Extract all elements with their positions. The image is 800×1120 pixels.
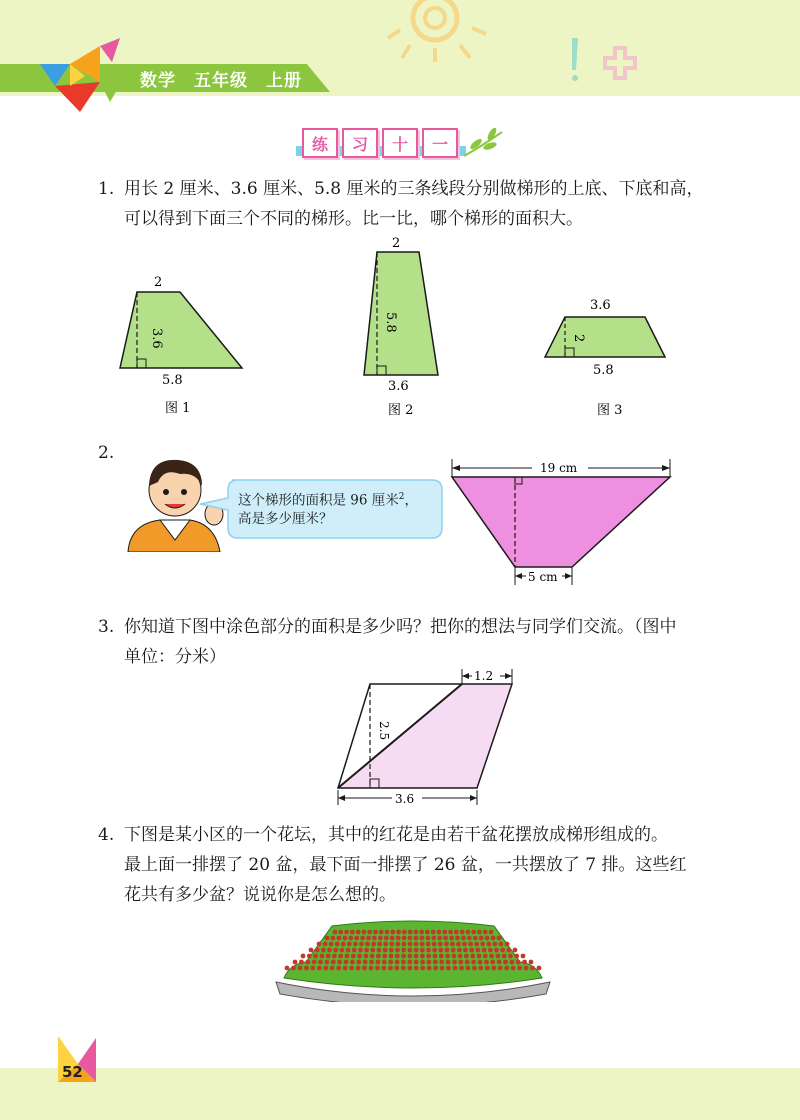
red-flower (370, 954, 375, 959)
red-flower (477, 930, 482, 935)
red-flower (457, 948, 462, 953)
red-flower (395, 960, 400, 965)
red-flower (486, 942, 491, 947)
leaf-decoration (462, 128, 506, 162)
red-flower (438, 942, 443, 947)
red-flower (402, 942, 407, 947)
red-flower (459, 966, 464, 971)
red-flower (513, 948, 518, 953)
red-flower (483, 930, 488, 935)
red-flower (445, 954, 450, 959)
red-flower (362, 930, 367, 935)
red-flower (460, 930, 465, 935)
red-flower (335, 942, 340, 947)
red-flower (420, 942, 425, 947)
red-flower (491, 936, 496, 941)
red-flower (325, 936, 330, 941)
red-flower (353, 942, 358, 947)
red-flower (348, 936, 353, 941)
title-char: 十 (382, 128, 418, 158)
red-flower (342, 936, 347, 941)
bubble-line: 高是多少厘米？ (238, 511, 333, 527)
red-flower (357, 954, 362, 959)
red-flower (449, 936, 454, 941)
question-line: 可以得到下面三个不同的梯形。比一比，哪个梯形的面积大。 (124, 209, 583, 229)
red-flower (396, 936, 401, 941)
red-flower (467, 936, 472, 941)
red-flower (395, 954, 400, 959)
red-flower (389, 942, 394, 947)
red-flower (305, 960, 310, 965)
red-flower (317, 966, 322, 971)
red-flower (379, 930, 384, 935)
red-flower (466, 930, 471, 935)
red-flower (494, 948, 499, 953)
red-flower (320, 954, 325, 959)
red-flower (341, 942, 346, 947)
question-3 (98, 612, 718, 672)
red-flower (490, 960, 495, 965)
label-top: 19 cm (540, 461, 578, 475)
red-flower (331, 960, 336, 965)
red-flower (517, 966, 522, 971)
red-flower (401, 966, 406, 971)
red-flower (452, 960, 457, 965)
label-height: 3.6 (149, 328, 164, 349)
red-flower (426, 948, 431, 953)
red-flower (326, 954, 331, 959)
red-flower (452, 954, 457, 959)
title-char: 习 (342, 128, 378, 158)
red-flower (317, 942, 322, 947)
red-flower (485, 966, 490, 971)
red-flower (344, 960, 349, 965)
red-flower (338, 954, 343, 959)
red-flower (331, 936, 336, 941)
red-flower (496, 954, 501, 959)
red-flower (350, 960, 355, 965)
red-flower (347, 942, 352, 947)
red-flower (330, 966, 335, 971)
red-flower (354, 936, 359, 941)
question-line: 花共有多少盆？说说你是怎么想的。 (124, 885, 396, 905)
red-flower (503, 960, 508, 965)
red-flower (522, 960, 527, 965)
red-flower (364, 954, 369, 959)
red-flower (471, 930, 476, 935)
red-flower (461, 936, 466, 941)
red-flower (444, 942, 449, 947)
question-number: 4. (98, 825, 115, 845)
red-flower (382, 954, 387, 959)
red-flower (385, 930, 390, 935)
red-flower (432, 948, 437, 953)
red-flower (466, 966, 471, 971)
caption: 图 3 (597, 403, 623, 418)
red-flower (360, 936, 365, 941)
bottom-band (0, 1068, 800, 1120)
red-flower (437, 930, 442, 935)
red-flower (396, 930, 401, 935)
trapezoid-shape (545, 317, 665, 357)
red-flower (375, 966, 380, 971)
red-flower (318, 960, 323, 965)
red-flower (414, 936, 419, 941)
red-flower (299, 960, 304, 965)
red-flower (425, 936, 430, 941)
red-flower (502, 954, 507, 959)
red-flower (489, 930, 494, 935)
red-flower (332, 954, 337, 959)
red-flower (407, 966, 412, 971)
header-title: 数学 五年级 上册 (140, 71, 302, 91)
red-flower (394, 966, 399, 971)
red-flower (455, 936, 460, 941)
red-flower (389, 954, 394, 959)
red-flower (425, 930, 430, 935)
red-flower (468, 942, 473, 947)
red-flower (351, 954, 356, 959)
red-flower (388, 960, 393, 965)
red-flower (439, 954, 444, 959)
title-char: 一 (422, 128, 458, 158)
red-flower (419, 930, 424, 935)
red-flower (377, 948, 382, 953)
red-flower (293, 960, 298, 965)
red-flower (383, 948, 388, 953)
red-flower (478, 960, 483, 965)
figure-3 (535, 290, 685, 420)
label-top: 2 (154, 275, 163, 290)
red-flower (456, 942, 461, 947)
red-flower (389, 948, 394, 953)
red-flower (376, 960, 381, 965)
shaded-region (338, 684, 512, 788)
red-flower (442, 930, 447, 935)
red-flower (414, 954, 419, 959)
red-flower (504, 966, 509, 971)
red-flower (362, 966, 367, 971)
red-flower (408, 948, 413, 953)
red-flower (312, 960, 317, 965)
red-flower (285, 966, 290, 971)
red-flower (336, 966, 341, 971)
red-flower (488, 948, 493, 953)
red-flower (446, 960, 451, 965)
red-flower (420, 936, 425, 941)
red-flower (473, 936, 478, 941)
red-flower (358, 948, 363, 953)
red-flower (338, 930, 343, 935)
red-flower (445, 948, 450, 953)
question-line: 单位：分米） (124, 647, 226, 667)
red-flower (373, 930, 378, 935)
red-flower (420, 966, 425, 971)
red-flower (521, 954, 526, 959)
figure-q2-trapezoid (444, 455, 680, 587)
red-flower (377, 942, 382, 947)
red-flower (367, 930, 372, 935)
red-flower (370, 948, 375, 953)
page-number: 52 (62, 1063, 83, 1081)
red-flower (450, 942, 455, 947)
question-1 (98, 174, 718, 234)
red-flower (388, 966, 393, 971)
red-flower (491, 966, 496, 971)
red-flower (432, 942, 437, 947)
red-flower (333, 930, 338, 935)
red-flower (437, 936, 442, 941)
red-flower (477, 954, 482, 959)
red-flower (511, 966, 516, 971)
red-flower (414, 930, 419, 935)
red-flower (510, 960, 515, 965)
red-flower (470, 954, 475, 959)
red-flower (408, 942, 413, 947)
question-4 (98, 820, 738, 910)
red-flower (505, 942, 510, 947)
red-flower (371, 942, 376, 947)
title-char: 练 (302, 128, 338, 158)
figure-1 (110, 265, 260, 420)
red-flower (474, 942, 479, 947)
question-number: 1. (98, 179, 115, 199)
red-flower (433, 966, 438, 971)
red-flower (408, 936, 413, 941)
bubble-punct: ， (404, 492, 418, 509)
red-flower (443, 936, 448, 941)
red-flower (438, 948, 443, 953)
red-flower (340, 948, 345, 953)
red-flower (454, 930, 459, 935)
red-flower (301, 954, 306, 959)
red-flower (469, 948, 474, 953)
red-flower (476, 948, 481, 953)
red-flower (349, 966, 354, 971)
red-flower (506, 948, 511, 953)
decor-symbols (560, 30, 650, 90)
red-flower (350, 930, 355, 935)
red-flower (356, 960, 361, 965)
question-line: 下图是某小区的一个花坛，其中的红花是由若干盆花摆放成梯形组成的。 (124, 825, 668, 845)
figure-q3-parallelogram (330, 665, 520, 810)
red-flower (329, 942, 334, 947)
red-flower (337, 960, 342, 965)
label-height: 5.8 (383, 312, 398, 333)
red-flower (516, 960, 521, 965)
red-flower (382, 966, 387, 971)
red-flower (489, 954, 494, 959)
red-flower (500, 948, 505, 953)
red-flower (310, 966, 315, 971)
red-flower (497, 960, 502, 965)
red-flower (530, 966, 535, 971)
red-flower (462, 942, 467, 947)
red-flower (420, 960, 425, 965)
red-flower (364, 948, 369, 953)
red-flower (384, 936, 389, 941)
red-flower (472, 966, 477, 971)
label-bottom: 5.8 (593, 363, 614, 378)
flowerbed-illustration (270, 918, 556, 1002)
red-flower (497, 936, 502, 941)
red-flower (369, 966, 374, 971)
red-flower (378, 936, 383, 941)
red-flower (446, 966, 451, 971)
red-flower (315, 948, 320, 953)
tangram-logo (30, 36, 140, 112)
red-flower (537, 966, 542, 971)
red-flower (524, 966, 529, 971)
figure-2 (350, 232, 460, 422)
red-flower (420, 948, 425, 953)
red-flower (307, 954, 312, 959)
red-flower (439, 960, 444, 965)
label-top: 1.2 (474, 669, 494, 683)
red-flower (344, 930, 349, 935)
red-flower (407, 960, 412, 965)
red-flower (433, 954, 438, 959)
red-flower (345, 954, 350, 959)
question-line: 你知道下图中涂色部分的面积是多少吗？把你的想法与同学们交流。（图中 (124, 617, 677, 637)
red-flower (431, 936, 436, 941)
red-flower (471, 960, 476, 965)
red-flower (333, 948, 338, 953)
red-flower (401, 948, 406, 953)
red-flower (313, 954, 318, 959)
red-flower (346, 948, 351, 953)
trapezoid-shape (452, 477, 670, 567)
red-flower (402, 930, 407, 935)
red-flower (463, 948, 468, 953)
red-flower (458, 954, 463, 959)
red-flower (408, 954, 413, 959)
red-flower (298, 966, 303, 971)
trapezoid-shape (120, 292, 242, 368)
red-flower (426, 954, 431, 959)
red-flower (372, 936, 377, 941)
sun-decoration (380, 0, 500, 70)
red-flower (479, 936, 484, 941)
red-flower (359, 942, 364, 947)
trapezoid-shape (364, 252, 438, 375)
red-flower (414, 942, 419, 947)
red-flower (498, 966, 503, 971)
red-flower (440, 966, 445, 971)
red-flower (395, 948, 400, 953)
red-flower (483, 954, 488, 959)
label-top: 3.6 (590, 298, 611, 313)
question-number: 2. (98, 443, 115, 463)
exercise-title (302, 128, 462, 158)
red-flower (323, 942, 328, 947)
red-flower (465, 960, 470, 965)
red-flower (408, 930, 413, 935)
red-flower (363, 960, 368, 965)
red-flower (382, 960, 387, 965)
red-flower (433, 960, 438, 965)
red-flower (309, 948, 314, 953)
red-flower (337, 936, 342, 941)
red-flower (453, 966, 458, 971)
red-flower (356, 930, 361, 935)
red-flower (420, 954, 425, 959)
red-flower (426, 942, 431, 947)
red-flower (356, 966, 361, 971)
red-flower (451, 948, 456, 953)
red-flower (484, 960, 489, 965)
red-flower (304, 966, 309, 971)
red-flower (401, 954, 406, 959)
red-flower (383, 942, 388, 947)
bubble-text: 这个梯形的面积是 96 厘米 (238, 492, 399, 509)
red-flower (458, 960, 463, 965)
red-flower (478, 966, 483, 971)
red-flower (376, 954, 381, 959)
red-flower (365, 942, 370, 947)
red-flower (508, 954, 513, 959)
red-flower (395, 942, 400, 947)
red-flower (414, 948, 419, 953)
red-flower (401, 960, 406, 965)
red-flower (321, 948, 326, 953)
label-height: 2.5 (377, 721, 391, 741)
red-flower (485, 936, 490, 941)
superscript: 2 (398, 492, 405, 502)
red-flower (448, 930, 453, 935)
red-flower (414, 966, 419, 971)
red-flower (291, 966, 296, 971)
label-top: 2 (392, 236, 401, 251)
label-bottom: 5.8 (162, 373, 183, 388)
red-flower (325, 960, 330, 965)
red-flower (464, 954, 469, 959)
red-flower (402, 936, 407, 941)
red-flower (414, 960, 419, 965)
question-line: 用长 2 厘米、3.6 厘米、5.8 厘米的三条线段分别做梯形的上底、下底和高， (124, 179, 704, 199)
red-flower (327, 948, 332, 953)
red-flower (480, 942, 485, 947)
caption: 图 1 (165, 401, 191, 416)
red-flower (493, 942, 498, 947)
red-flower (482, 948, 487, 953)
red-flower (514, 954, 519, 959)
caption: 图 2 (388, 403, 414, 418)
red-flower (427, 966, 432, 971)
red-flower (427, 960, 432, 965)
label-bottom: 3.6 (388, 379, 409, 394)
red-flower (529, 960, 534, 965)
red-flower (390, 930, 395, 935)
label-bottom: 5 cm (528, 570, 558, 584)
question-number: 3. (98, 617, 115, 637)
label-bottom: 3.6 (395, 792, 415, 806)
red-flower (323, 966, 328, 971)
red-flower (369, 960, 374, 965)
red-flower (499, 942, 504, 947)
red-flower (352, 948, 357, 953)
red-flower (366, 936, 371, 941)
question-line: 最上面一排摆了 20 盆，最下面一排摆了 26 盆，一共摆放了 7 排。这些红 (124, 855, 687, 875)
red-flower (390, 936, 395, 941)
label-height: 2 (571, 334, 586, 343)
red-flower (343, 966, 348, 971)
red-flower (431, 930, 436, 935)
